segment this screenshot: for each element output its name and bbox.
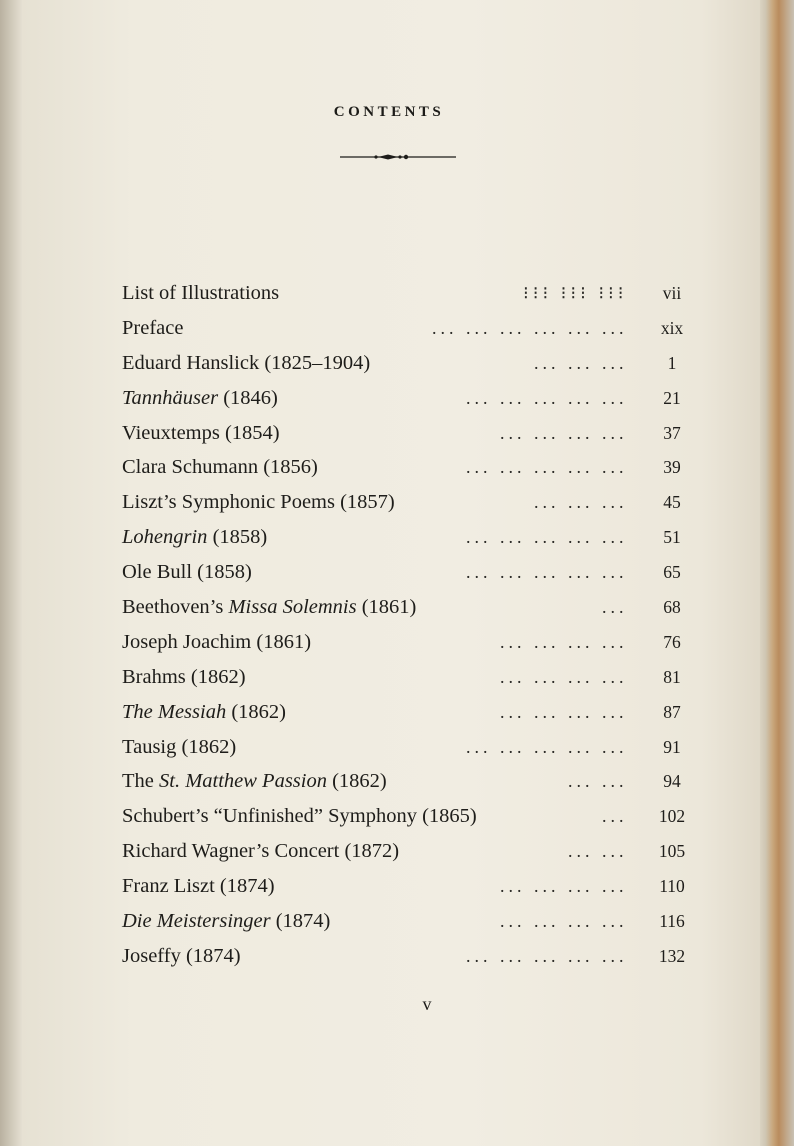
toc-entry xyxy=(122,520,702,555)
toc-page-number: xix xyxy=(660,317,684,338)
toc-entry xyxy=(122,730,702,765)
toc-leader-dots: ... ... xyxy=(568,841,628,862)
toc-entry-title xyxy=(122,695,286,730)
toc-entry-text: Vieuxtemps (1854) xyxy=(122,421,280,444)
toc-entry xyxy=(122,416,702,451)
toc-page-number: 37 xyxy=(663,422,681,443)
toc-leader-dots: ... ... ... ... ... xyxy=(466,527,628,548)
toc-entry-text: (1858) xyxy=(207,526,268,549)
toc-entry-title xyxy=(122,834,399,869)
toc-page-number: 65 xyxy=(663,562,681,583)
toc-entry-title xyxy=(122,520,267,555)
toc-leader-dots: ... ... ... ... ... xyxy=(466,562,628,583)
toc-entry-text: Brahms (1862) xyxy=(122,665,246,688)
toc-entry xyxy=(122,346,702,381)
toc-entry-title xyxy=(122,625,311,660)
toc-entry-text: The xyxy=(122,770,159,793)
toc-entry-title xyxy=(122,660,246,695)
toc-leader-dots: ... ... ... xyxy=(534,492,628,513)
toc-leader-dots: ... ... ... ... ... xyxy=(466,387,628,408)
toc-page-number: 21 xyxy=(663,387,681,408)
toc-page-number: 132 xyxy=(658,945,686,966)
toc-entry xyxy=(122,939,702,974)
contents-list xyxy=(122,276,702,974)
toc-page-number: 68 xyxy=(663,597,681,618)
toc-entry-title xyxy=(122,276,279,311)
toc-entry xyxy=(122,590,702,625)
toc-entry-text: Ole Bull (1858) xyxy=(122,561,252,584)
toc-leader-dots: ... ... ... ... ... xyxy=(466,736,628,757)
toc-entry-text: Schubert’s “Unfinished” Symphony (1865) xyxy=(122,805,477,828)
page-folio: v xyxy=(422,994,432,1014)
toc-leader-dots: ... ... ... ... xyxy=(500,701,628,722)
toc-page-number: 91 xyxy=(663,736,681,757)
toc-leader-dots: ... ... ... ... ... xyxy=(466,945,628,966)
toc-page-number: 110 xyxy=(659,876,685,897)
toc-entry-text: (1862) xyxy=(326,770,387,793)
toc-entry-text: Richard Wagner’s Concert (1872) xyxy=(122,840,400,863)
toc-entry-italic-text: Lohengrin xyxy=(122,526,208,549)
toc-page-number: 51 xyxy=(663,527,681,548)
toc-entry-text: (1846) xyxy=(218,386,278,409)
toc-leader-dots: ... ... ... ... ... ... xyxy=(432,317,628,338)
toc-entry xyxy=(122,695,702,730)
toc-entry xyxy=(122,625,702,660)
toc-entry-text: Tausig (1862) xyxy=(122,735,237,758)
toc-leader-dots: ... xyxy=(602,597,628,618)
toc-entry-text: Joseph Joachim (1861) xyxy=(122,630,312,653)
toc-entry-text: Clara Schumann (1856) xyxy=(122,456,318,479)
book-page xyxy=(22,0,760,1146)
toc-entry-title xyxy=(122,730,236,765)
toc-entry-text: (1874) xyxy=(270,910,331,933)
toc-entry xyxy=(122,764,702,799)
toc-entry-title xyxy=(122,311,183,346)
toc-entry-text: Franz Liszt (1874) xyxy=(122,875,275,898)
toc-entry-italic-text: St. Matthew Passion xyxy=(159,770,327,793)
toc-leader-dots: ... ... ... ... xyxy=(500,422,628,443)
toc-entry-title xyxy=(122,346,370,381)
toc-entry-title xyxy=(122,590,416,625)
toc-leader-dots: ... ... ... ... xyxy=(500,666,628,687)
contents-heading: CONTENTS xyxy=(333,104,445,120)
toc-page-number: 1 xyxy=(667,352,677,373)
toc-entry-italic-text: The Messiah xyxy=(122,700,227,723)
toc-entry-text: Joseffy (1874) xyxy=(122,944,241,967)
toc-leader-dots: ... xyxy=(602,806,628,827)
toc-page-number: 87 xyxy=(663,701,681,722)
toc-entry xyxy=(122,311,702,346)
toc-entry-text: (1862) xyxy=(226,700,286,723)
toc-entry-title xyxy=(122,904,330,939)
ornament-rule-icon xyxy=(338,150,458,164)
toc-page-number: 105 xyxy=(658,841,686,862)
toc-page-number: 81 xyxy=(663,666,681,687)
toc-entry xyxy=(122,799,702,834)
toc-entry-title xyxy=(122,939,241,974)
toc-entry xyxy=(122,904,702,939)
toc-entry-text: (1861) xyxy=(356,596,417,619)
toc-entry xyxy=(122,660,702,695)
toc-leader-dots: ... ... ... ... xyxy=(500,631,628,652)
toc-entry-title xyxy=(122,555,252,590)
toc-entry-text: Beethoven’s xyxy=(122,596,229,619)
toc-entry xyxy=(122,276,702,311)
toc-page-number: 94 xyxy=(663,771,681,792)
toc-entry-title xyxy=(122,450,318,485)
toc-page-number: vii xyxy=(662,283,682,303)
toc-entry-title xyxy=(122,799,477,834)
toc-leader-dots: ... ... ... ... ... xyxy=(466,457,628,478)
toc-entry xyxy=(122,485,702,520)
toc-leader-dots: ... ... ... ... xyxy=(500,911,628,932)
toc-entry xyxy=(122,834,702,869)
toc-leader-dots: ⁝⁝⁝ ⁝⁝⁝ ⁝⁝⁝ xyxy=(523,283,628,303)
toc-entry xyxy=(122,869,702,904)
toc-entry xyxy=(122,555,702,590)
toc-entry-italic-text: Missa Solemnis xyxy=(228,596,357,619)
toc-entry-text: Liszt’s Symphonic Poems (1857) xyxy=(122,491,395,514)
toc-entry-text: Preface xyxy=(122,316,184,339)
toc-page-number: 116 xyxy=(659,911,685,932)
toc-entry-italic-text: Die Meistersinger xyxy=(122,910,271,933)
toc-page-number: 102 xyxy=(658,806,686,827)
page-edge-stack xyxy=(756,0,794,1146)
toc-entry-title xyxy=(122,381,278,416)
toc-entry-title xyxy=(122,764,387,799)
toc-entry-title xyxy=(122,485,395,520)
toc-leader-dots: ... ... ... ... xyxy=(500,876,628,897)
toc-entry xyxy=(122,381,702,416)
toc-leader-dots: ... ... xyxy=(568,771,628,792)
toc-entry-title xyxy=(122,416,280,451)
toc-page-number: 39 xyxy=(663,457,681,478)
toc-leader-dots: ... ... ... xyxy=(534,352,628,373)
toc-entry xyxy=(122,450,702,485)
toc-entry-text: Eduard Hanslick (1825–1904) xyxy=(122,351,371,374)
binding-gutter xyxy=(0,0,22,1146)
toc-page-number: 45 xyxy=(663,492,681,513)
toc-entry-text: List of Illustrations xyxy=(122,282,280,304)
toc-entry-title xyxy=(122,869,275,904)
toc-page-number: 76 xyxy=(663,631,681,652)
toc-entry-italic-text: Tannhäuser xyxy=(122,386,219,409)
